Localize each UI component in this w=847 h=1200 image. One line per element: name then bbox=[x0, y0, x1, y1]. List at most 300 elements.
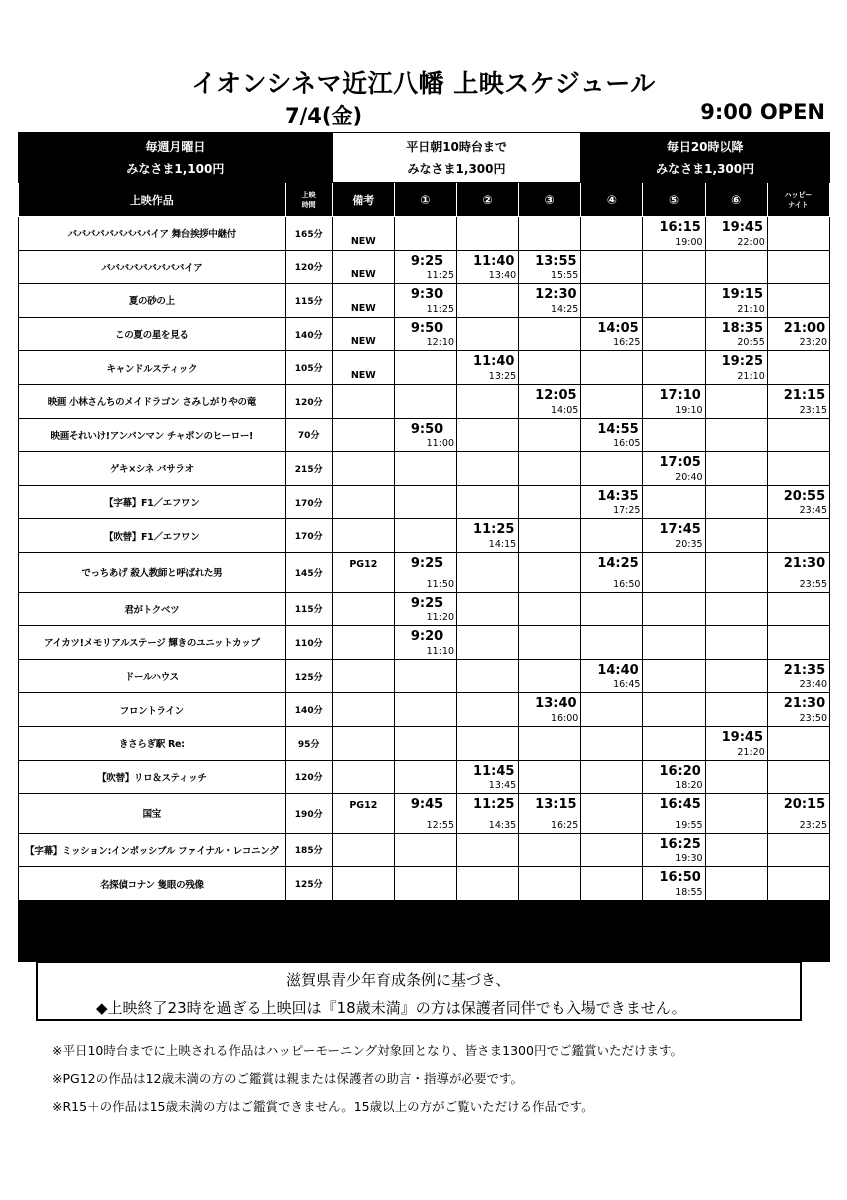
footer-band-cell bbox=[19, 900, 830, 961]
end-time: 23:50 bbox=[799, 712, 827, 724]
showtime-cell bbox=[643, 452, 705, 486]
showtime-cell bbox=[705, 250, 767, 284]
start-time: 19:25 bbox=[721, 354, 763, 370]
movie-note: NEW bbox=[332, 284, 394, 318]
movie-note bbox=[332, 519, 394, 553]
showtime-cell bbox=[767, 317, 829, 351]
showtime-cell bbox=[519, 592, 581, 626]
showtime-cell bbox=[705, 485, 767, 519]
start-time: 12:05 bbox=[535, 387, 577, 403]
showtime-cell bbox=[767, 384, 829, 418]
header-slot-6: ⑥ bbox=[705, 183, 767, 217]
showtime-cell bbox=[394, 317, 456, 351]
movie-note: PG12 bbox=[332, 794, 394, 834]
showtime-cell bbox=[519, 519, 581, 553]
showtime-cell bbox=[643, 485, 705, 519]
start-time: 9:30 bbox=[410, 287, 444, 303]
header-slot-5: ⑤ bbox=[643, 183, 705, 217]
end-time: 15:55 bbox=[550, 270, 579, 282]
showtime-cell bbox=[767, 519, 829, 553]
showtime-cell bbox=[643, 250, 705, 284]
movie-duration: 115分 bbox=[285, 284, 332, 318]
end-time: 19:10 bbox=[675, 404, 703, 416]
showtime-cell bbox=[581, 485, 643, 519]
schedule-date: 7/4(金) bbox=[285, 104, 363, 128]
showtime-cell bbox=[394, 552, 456, 592]
end-time: 21:20 bbox=[737, 746, 765, 758]
showtime-cell bbox=[457, 726, 519, 760]
movie-duration: 105分 bbox=[285, 351, 332, 385]
movie-title: バババババババババイア 舞台挨拶中継付 bbox=[19, 217, 286, 251]
start-time: 17:45 bbox=[659, 522, 701, 538]
header-row bbox=[19, 183, 830, 217]
start-time: 14:40 bbox=[597, 662, 639, 678]
movie-note bbox=[332, 659, 394, 693]
showtime-cell bbox=[767, 794, 829, 834]
movie-note bbox=[332, 693, 394, 727]
showtime-cell bbox=[519, 760, 581, 794]
showtime-cell bbox=[519, 250, 581, 284]
footnote-r15: ※R15＋の作品は15歳未満の方はご鑑賞できません。15歳以上の方がご覧いただける作品です。 bbox=[52, 1099, 594, 1114]
showtime-cell bbox=[457, 519, 519, 553]
table-row bbox=[19, 485, 830, 519]
showtime-cell bbox=[457, 351, 519, 385]
showtime-cell bbox=[643, 867, 705, 901]
start-time: 9:45 bbox=[410, 797, 444, 813]
footnote-morning: ※平日10時台までに上映される作品はハッピーモーニング対象回となり、皆さま1300円でご鑑賞いただけます。 bbox=[52, 1043, 683, 1058]
start-time: 19:45 bbox=[721, 220, 763, 235]
showtime-cell bbox=[581, 284, 643, 318]
showtime-cell bbox=[457, 659, 519, 693]
end-time: 17:25 bbox=[613, 505, 641, 517]
showtime-cell bbox=[767, 418, 829, 452]
movie-title: 国宝 bbox=[19, 794, 286, 834]
showtime-cell bbox=[643, 317, 705, 351]
showtime-cell bbox=[519, 794, 581, 834]
schedule-table bbox=[18, 132, 830, 962]
movie-duration: 95分 bbox=[285, 726, 332, 760]
showtime-cell bbox=[519, 626, 581, 660]
end-time: 21:10 bbox=[737, 370, 765, 382]
showtime-cell bbox=[581, 519, 643, 553]
showtime-cell bbox=[643, 418, 705, 452]
end-time: 11:00 bbox=[426, 438, 455, 450]
showtime-cell bbox=[519, 317, 581, 351]
showtime-cell bbox=[581, 659, 643, 693]
movie-duration: 120分 bbox=[285, 384, 332, 418]
end-time: 13:40 bbox=[488, 270, 517, 282]
showtime-cell bbox=[394, 217, 456, 251]
header-duration: 上映 時間 bbox=[285, 183, 332, 217]
end-time: 20:35 bbox=[675, 538, 703, 550]
showtime-cell bbox=[767, 592, 829, 626]
showtime-cell bbox=[767, 250, 829, 284]
movie-note: NEW bbox=[332, 317, 394, 351]
showtime-cell bbox=[767, 726, 829, 760]
movie-note bbox=[332, 485, 394, 519]
start-time: 13:40 bbox=[535, 696, 577, 712]
showtime-cell bbox=[519, 217, 581, 251]
table-row bbox=[19, 384, 830, 418]
showtime-cell bbox=[519, 726, 581, 760]
showtime-cell bbox=[581, 794, 643, 834]
showtime-cell bbox=[643, 794, 705, 834]
showtime-cell bbox=[394, 284, 456, 318]
showtime-cell bbox=[643, 592, 705, 626]
movie-note: NEW bbox=[332, 351, 394, 385]
showtime-cell bbox=[643, 284, 705, 318]
table-row bbox=[19, 726, 830, 760]
start-time: 17:05 bbox=[659, 455, 701, 471]
end-time: 21:10 bbox=[737, 303, 765, 315]
showtime-cell bbox=[457, 485, 519, 519]
end-time: 16:50 bbox=[613, 578, 641, 590]
showtime-cell bbox=[705, 452, 767, 486]
start-time: 21:30 bbox=[783, 696, 826, 712]
showtime-cell bbox=[394, 452, 456, 486]
start-time: 21:35 bbox=[783, 662, 826, 678]
movie-title: きさらぎ駅 Re: bbox=[19, 726, 286, 760]
showtime-cell bbox=[394, 626, 456, 660]
showtime-cell bbox=[705, 592, 767, 626]
movie-duration: 140分 bbox=[285, 693, 332, 727]
movie-duration: 185分 bbox=[285, 833, 332, 867]
end-time: 23:55 bbox=[799, 578, 827, 590]
movie-title: 映画それいけ!アンパンマン チャポンのヒーロー! bbox=[19, 418, 286, 452]
showtime-cell bbox=[394, 485, 456, 519]
end-time: 11:20 bbox=[426, 612, 455, 624]
start-time: 19:15 bbox=[721, 287, 763, 303]
start-time: 16:15 bbox=[659, 220, 701, 235]
showtime-cell bbox=[643, 760, 705, 794]
showtime-cell bbox=[643, 217, 705, 251]
start-time: 17:10 bbox=[659, 387, 701, 403]
showtime-cell bbox=[643, 693, 705, 727]
movie-note bbox=[332, 833, 394, 867]
start-time: 14:05 bbox=[597, 320, 639, 336]
start-time: 11:45 bbox=[473, 763, 515, 779]
showtime-cell bbox=[394, 519, 456, 553]
showtime-cell bbox=[394, 867, 456, 901]
movie-title: 名探偵コナン 隻眼の残像 bbox=[19, 867, 286, 901]
footer-band bbox=[19, 900, 830, 961]
movie-duration: 165分 bbox=[285, 217, 332, 251]
movie-note bbox=[332, 726, 394, 760]
end-time: 16:25 bbox=[550, 819, 579, 831]
end-time: 16:05 bbox=[613, 438, 641, 450]
showtime-cell bbox=[457, 794, 519, 834]
start-time: 14:35 bbox=[597, 488, 639, 504]
header-slot-1: ① bbox=[394, 183, 456, 217]
showtime-cell bbox=[519, 384, 581, 418]
end-time: 23:20 bbox=[799, 337, 827, 349]
showtime-cell bbox=[705, 659, 767, 693]
showtime-cell bbox=[705, 217, 767, 251]
end-time: 18:20 bbox=[675, 780, 703, 792]
table-row bbox=[19, 351, 830, 385]
showtime-cell bbox=[457, 250, 519, 284]
table-row bbox=[19, 284, 830, 318]
showtime-cell bbox=[519, 418, 581, 452]
end-time: 16:25 bbox=[613, 337, 641, 349]
showtime-cell bbox=[705, 384, 767, 418]
showtime-cell bbox=[767, 659, 829, 693]
end-time: 23:15 bbox=[799, 404, 827, 416]
showtime-cell bbox=[705, 760, 767, 794]
table-row bbox=[19, 452, 830, 486]
showtime-cell bbox=[457, 760, 519, 794]
showtime-cell bbox=[643, 351, 705, 385]
movie-title: フロントライン bbox=[19, 693, 286, 727]
showtime-cell bbox=[643, 726, 705, 760]
start-time: 16:50 bbox=[659, 870, 701, 886]
showtime-cell bbox=[457, 217, 519, 251]
end-time: 19:30 bbox=[675, 853, 703, 865]
showtime-cell bbox=[705, 317, 767, 351]
movie-title: ゲキ×シネ バサラオ bbox=[19, 452, 286, 486]
showtime-cell bbox=[705, 693, 767, 727]
end-time: 14:05 bbox=[550, 404, 579, 416]
start-time: 16:45 bbox=[659, 797, 701, 813]
showtime-cell bbox=[705, 284, 767, 318]
showtime-cell bbox=[394, 250, 456, 284]
showtime-cell bbox=[457, 552, 519, 592]
end-time: 11:10 bbox=[426, 645, 455, 657]
table-row bbox=[19, 217, 830, 251]
showtime-cell bbox=[581, 833, 643, 867]
start-time: 9:25 bbox=[410, 253, 444, 269]
start-time: 9:25 bbox=[410, 595, 444, 611]
end-time: 20:55 bbox=[737, 337, 765, 349]
showtime-cell bbox=[705, 351, 767, 385]
start-time: 11:25 bbox=[473, 797, 515, 813]
showtime-cell bbox=[767, 626, 829, 660]
showtime-cell bbox=[457, 693, 519, 727]
showtime-cell bbox=[705, 519, 767, 553]
showtime-cell bbox=[705, 833, 767, 867]
showtime-cell bbox=[705, 867, 767, 901]
start-time: 9:50 bbox=[410, 421, 444, 437]
end-time: 16:45 bbox=[613, 679, 641, 691]
notice-line-2: ◆上映終了23時を過ぎる上映回は『18歳未満』の方は保護者同伴でも入場できません。 bbox=[96, 999, 687, 1017]
header-note: 備考 bbox=[332, 183, 394, 217]
movie-note bbox=[332, 867, 394, 901]
showtime-cell bbox=[519, 693, 581, 727]
end-time: 20:40 bbox=[675, 471, 703, 483]
table-row bbox=[19, 626, 830, 660]
price-evening: 毎日20時以降 みなさま1,300円 bbox=[581, 133, 830, 183]
movie-duration: 120分 bbox=[285, 760, 332, 794]
table-row bbox=[19, 592, 830, 626]
header-slot-4: ④ bbox=[581, 183, 643, 217]
movie-note: NEW bbox=[332, 250, 394, 284]
start-time: 14:55 bbox=[597, 421, 639, 437]
header-slot-3: ③ bbox=[519, 183, 581, 217]
showtime-cell bbox=[519, 833, 581, 867]
showtime-cell bbox=[767, 867, 829, 901]
showtime-cell bbox=[705, 726, 767, 760]
table-row bbox=[19, 867, 830, 901]
showtime-cell bbox=[767, 284, 829, 318]
showtime-cell bbox=[767, 351, 829, 385]
showtime-cell bbox=[581, 317, 643, 351]
showtime-cell bbox=[519, 452, 581, 486]
end-time: 11:25 bbox=[426, 270, 455, 282]
showtime-cell bbox=[643, 384, 705, 418]
movie-title: 夏の砂の上 bbox=[19, 284, 286, 318]
showtime-cell bbox=[767, 693, 829, 727]
price-morning: 平日朝10時台まで みなさま1,300円 bbox=[332, 133, 581, 183]
table-row bbox=[19, 659, 830, 693]
end-time: 14:25 bbox=[550, 303, 579, 315]
movie-duration: 120分 bbox=[285, 250, 332, 284]
showtime-cell bbox=[394, 726, 456, 760]
showtime-cell bbox=[767, 760, 829, 794]
showtime-cell bbox=[643, 519, 705, 553]
showtime-cell bbox=[581, 867, 643, 901]
movie-duration: 110分 bbox=[285, 626, 332, 660]
end-time: 19:00 bbox=[675, 236, 703, 248]
start-time: 13:15 bbox=[535, 797, 577, 813]
table-row bbox=[19, 760, 830, 794]
showtime-cell bbox=[394, 760, 456, 794]
showtime-cell bbox=[519, 867, 581, 901]
showtime-cell bbox=[394, 592, 456, 626]
start-time: 16:25 bbox=[659, 836, 701, 852]
movie-note bbox=[332, 452, 394, 486]
header-movie: 上映作品 bbox=[19, 183, 286, 217]
end-time: 14:15 bbox=[488, 538, 517, 550]
showtime-cell bbox=[394, 794, 456, 834]
end-time: 14:35 bbox=[488, 819, 517, 831]
movie-title: 【吹替】リロ＆スティッチ bbox=[19, 760, 286, 794]
start-time: 11:40 bbox=[473, 354, 515, 370]
showtime-cell bbox=[581, 217, 643, 251]
showtime-cell bbox=[705, 418, 767, 452]
table-row bbox=[19, 794, 830, 834]
start-time: 13:55 bbox=[535, 253, 577, 269]
showtime-cell bbox=[457, 284, 519, 318]
movie-note: NEW bbox=[332, 217, 394, 251]
table-row bbox=[19, 693, 830, 727]
movie-duration: 190分 bbox=[285, 794, 332, 834]
movie-note bbox=[332, 418, 394, 452]
showtime-cell bbox=[519, 659, 581, 693]
showtime-cell bbox=[643, 552, 705, 592]
showtime-cell bbox=[457, 592, 519, 626]
showtime-cell bbox=[457, 317, 519, 351]
showtime-cell bbox=[581, 384, 643, 418]
showtime-cell bbox=[394, 418, 456, 452]
movie-duration: 170分 bbox=[285, 519, 332, 553]
movie-title: 映画 小林さんちのメイドラゴン さみしがりやの竜 bbox=[19, 384, 286, 418]
movie-duration: 115分 bbox=[285, 592, 332, 626]
showtime-cell bbox=[767, 833, 829, 867]
movie-note bbox=[332, 760, 394, 794]
showtime-cell bbox=[519, 351, 581, 385]
movie-title: この夏の星を見る bbox=[19, 317, 286, 351]
showtime-cell bbox=[767, 485, 829, 519]
movie-note bbox=[332, 384, 394, 418]
table-row bbox=[19, 317, 830, 351]
page-title: イオンシネマ近江八幡 上映スケジュール bbox=[191, 69, 656, 98]
movie-title: キャンドルスティック bbox=[19, 351, 286, 385]
showtime-cell bbox=[581, 418, 643, 452]
start-time: 9:50 bbox=[410, 320, 444, 336]
showtime-cell bbox=[394, 693, 456, 727]
end-time: 22:00 bbox=[737, 236, 765, 248]
showtime-cell bbox=[643, 833, 705, 867]
showtime-cell bbox=[581, 351, 643, 385]
movie-title: アイカツ!メモリアルステージ 輝きのユニットカップ bbox=[19, 626, 286, 660]
showtime-cell bbox=[519, 485, 581, 519]
end-time: 23:25 bbox=[799, 819, 827, 831]
start-time: 11:25 bbox=[473, 522, 515, 538]
header-slot-2: ② bbox=[457, 183, 519, 217]
movie-note bbox=[332, 592, 394, 626]
end-time: 13:45 bbox=[488, 780, 517, 792]
showtime-cell bbox=[394, 659, 456, 693]
movie-title: 【字幕】ミッション:インポッシブル ファイナル・レコニング bbox=[19, 833, 286, 867]
showtime-cell bbox=[581, 552, 643, 592]
showtime-cell bbox=[767, 552, 829, 592]
notice-box bbox=[36, 961, 802, 1021]
movie-duration: 125分 bbox=[285, 867, 332, 901]
table-row bbox=[19, 519, 830, 553]
start-time: 9:25 bbox=[410, 555, 444, 571]
start-time: 16:20 bbox=[659, 763, 701, 779]
end-time: 23:45 bbox=[799, 505, 827, 517]
start-time: 20:55 bbox=[783, 488, 826, 504]
showtime-cell bbox=[457, 626, 519, 660]
showtime-cell bbox=[581, 760, 643, 794]
end-time: 13:25 bbox=[488, 370, 517, 382]
movie-duration: 140分 bbox=[285, 317, 332, 351]
notice-line-1: 滋賀県青少年育成条例に基づき、 bbox=[286, 971, 511, 989]
end-time: 18:55 bbox=[675, 886, 703, 898]
start-time: 19:45 bbox=[721, 729, 763, 745]
table-row bbox=[19, 250, 830, 284]
start-time: 21:30 bbox=[783, 555, 826, 571]
showtime-cell bbox=[581, 626, 643, 660]
table-row bbox=[19, 552, 830, 592]
showtime-cell bbox=[581, 726, 643, 760]
movie-duration: 125分 bbox=[285, 659, 332, 693]
showtime-cell bbox=[767, 217, 829, 251]
movie-title: 【字幕】F1／エフワン bbox=[19, 485, 286, 519]
showtime-cell bbox=[457, 867, 519, 901]
movie-title: 君がトクベツ bbox=[19, 592, 286, 626]
table-row bbox=[19, 833, 830, 867]
showtime-cell bbox=[457, 452, 519, 486]
open-time: 9:00 OPEN bbox=[700, 100, 825, 124]
showtime-cell bbox=[457, 418, 519, 452]
showtime-cell bbox=[519, 552, 581, 592]
movie-duration: 70分 bbox=[285, 418, 332, 452]
end-time: 11:25 bbox=[426, 303, 455, 315]
movie-title: でっちあげ 殺人教師と呼ばれた男 bbox=[19, 552, 286, 592]
showtime-cell bbox=[767, 452, 829, 486]
start-time: 21:00 bbox=[783, 320, 826, 336]
end-time: 11:50 bbox=[426, 578, 455, 590]
end-time: 19:55 bbox=[675, 819, 703, 831]
showtime-cell bbox=[394, 351, 456, 385]
movie-title: 【吹替】F1／エフワン bbox=[19, 519, 286, 553]
end-time: 16:00 bbox=[550, 712, 579, 724]
movie-duration: 145分 bbox=[285, 552, 332, 592]
end-time: 12:55 bbox=[426, 819, 455, 831]
showtime-cell bbox=[705, 552, 767, 592]
